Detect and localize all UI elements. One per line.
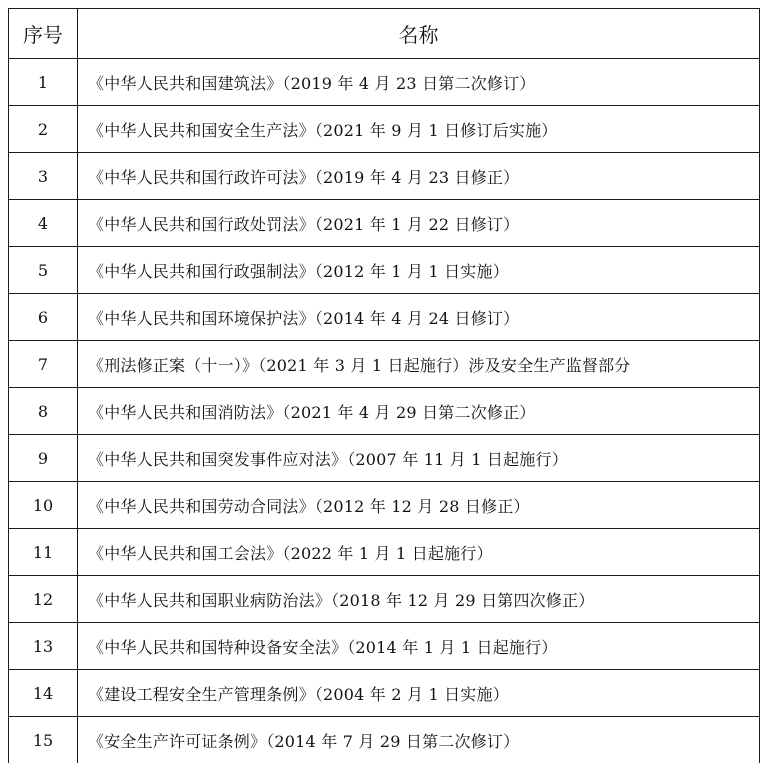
table-header (9, 9, 760, 59)
table-row (9, 59, 760, 106)
table-row (9, 717, 760, 764)
table-row (9, 341, 760, 388)
row-law-name: 《中华人民共和国特种设备安全法》（2014 年 1 月 1 日起施行） (78, 623, 760, 670)
table-row (9, 435, 760, 482)
row-number: 6 (9, 294, 78, 341)
header-row (9, 9, 760, 59)
row-number: 9 (9, 435, 78, 482)
table-row (9, 623, 760, 670)
laws-table (8, 8, 760, 763)
laws-table-container (8, 8, 759, 763)
row-law-name: 《刑法修正案（十一）》（2021 年 3 月 1 日起施行）涉及安全生产监督部分 (78, 341, 760, 388)
row-law-name: 《中华人民共和国行政强制法》（2012 年 1 月 1 日实施） (78, 247, 760, 294)
row-number: 10 (9, 482, 78, 529)
row-number: 3 (9, 153, 78, 200)
row-law-name: 《中华人民共和国环境保护法》（2014 年 4 月 24 日修订） (78, 294, 760, 341)
table-row (9, 529, 760, 576)
row-number: 11 (9, 529, 78, 576)
row-number: 15 (9, 717, 78, 764)
row-law-name: 《中华人民共和国突发事件应对法》（2007 年 11 月 1 日起施行） (78, 435, 760, 482)
table-row (9, 294, 760, 341)
row-law-name: 《安全生产许可证条例》（2014 年 7 月 29 日第二次修订） (78, 717, 760, 764)
table-row (9, 576, 760, 623)
row-number: 2 (9, 106, 78, 153)
row-law-name: 《中华人民共和国行政处罚法》（2021 年 1 月 22 日修订） (78, 200, 760, 247)
row-number: 7 (9, 341, 78, 388)
row-law-name: 《建设工程安全生产管理条例》（2004 年 2 月 1 日实施） (78, 670, 760, 717)
header-serial-number: 序号 (9, 9, 78, 59)
row-number: 8 (9, 388, 78, 435)
row-law-name: 《中华人民共和国消防法》（2021 年 4 月 29 日第二次修正） (78, 388, 760, 435)
table-row (9, 482, 760, 529)
row-number: 1 (9, 59, 78, 106)
table-row (9, 153, 760, 200)
row-law-name: 《中华人民共和国行政许可法》（2019 年 4 月 23 日修正） (78, 153, 760, 200)
row-number: 4 (9, 200, 78, 247)
table-row (9, 388, 760, 435)
row-number: 14 (9, 670, 78, 717)
row-law-name: 《中华人民共和国建筑法》（2019 年 4 月 23 日第二次修订） (78, 59, 760, 106)
table-row (9, 106, 760, 153)
row-law-name: 《中华人民共和国安全生产法》（2021 年 9 月 1 日修订后实施） (78, 106, 760, 153)
table-body (9, 59, 760, 764)
table-row (9, 200, 760, 247)
row-law-name: 《中华人民共和国劳动合同法》（2012 年 12 月 28 日修正） (78, 482, 760, 529)
header-name: 名称 (78, 9, 760, 59)
row-number: 5 (9, 247, 78, 294)
row-number: 12 (9, 576, 78, 623)
table-row (9, 247, 760, 294)
row-number: 13 (9, 623, 78, 670)
row-law-name: 《中华人民共和国工会法》（2022 年 1 月 1 日起施行） (78, 529, 760, 576)
table-row (9, 670, 760, 717)
row-law-name: 《中华人民共和国职业病防治法》（2018 年 12 月 29 日第四次修正） (78, 576, 760, 623)
